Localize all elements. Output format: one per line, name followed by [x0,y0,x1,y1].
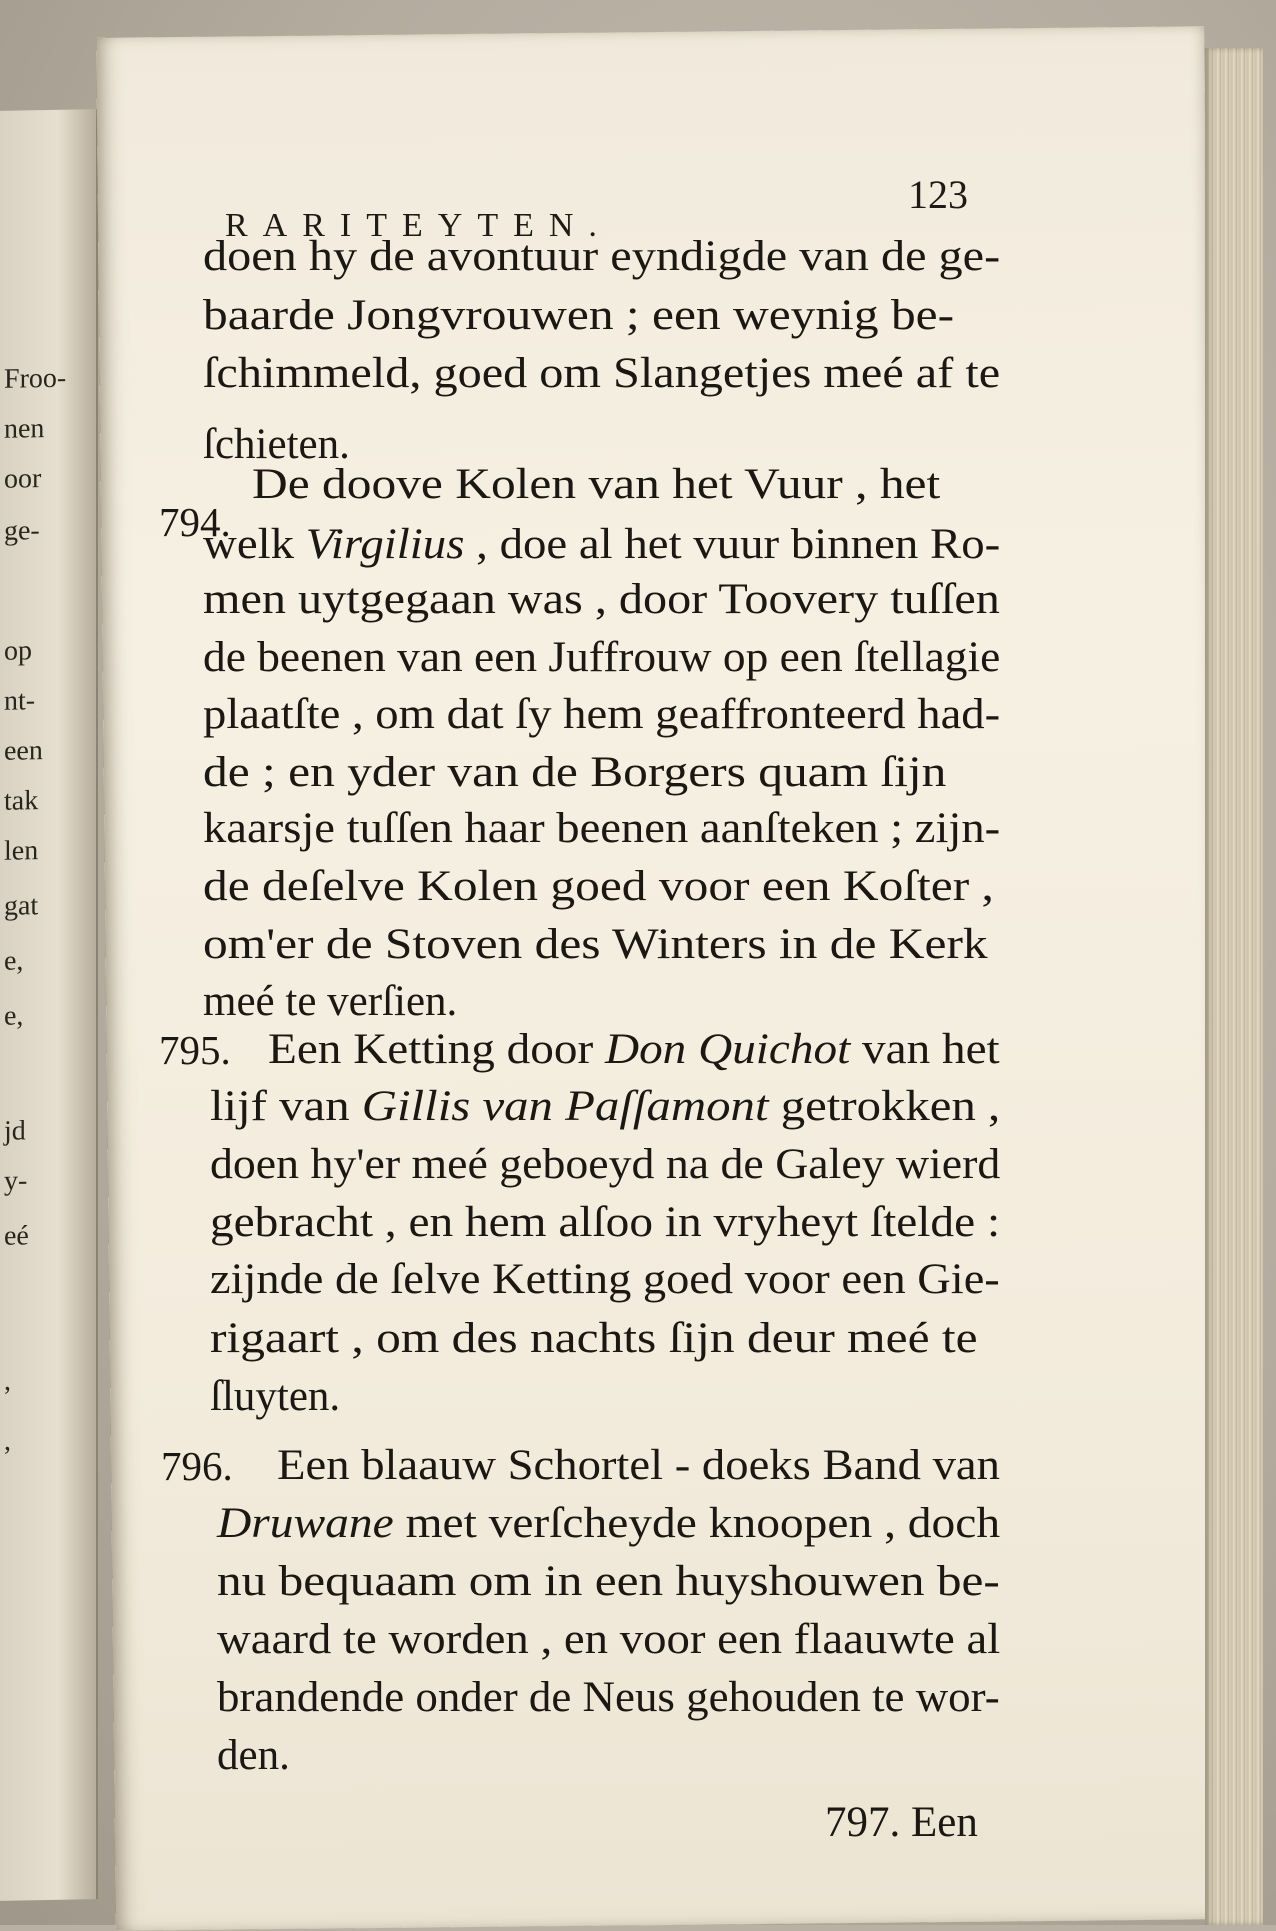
left-fragment: Froo- [4,362,67,395]
text-line: doen hy de avontuur eyndigde van de ge- [203,233,1001,280]
left-fragment: ge- [4,515,40,547]
text-line: nu bequaam om in een huyshouwen be- [217,1558,1000,1605]
left-fragment: e, [4,1000,24,1032]
text-line: meé te verſien. [203,978,458,1025]
text-line: baarde Jongvrouwen ; een weynig be- [203,292,955,339]
page-number: 123 [908,172,968,217]
left-fragment: oor [4,463,42,495]
text-line: den. [217,1732,290,1779]
running-head: RARITEYTEN. [225,207,612,244]
text-line: lijf van Gillis van Paſſamont getrokken , [210,1083,1001,1130]
text-line: de ; en yder van de Borgers quam ſijn [203,749,947,796]
text-line: de deſelve Kolen goed voor een Koſter , [203,863,994,910]
left-fragment: len [4,835,39,867]
left-fragment: een [4,735,43,767]
entry-number: 796. [161,1443,233,1489]
entry-number: 794. [159,499,231,545]
text-line: brandende onder de Neus gehouden te wor- [217,1674,1000,1721]
text-line: waard te worden , en voor een flaauwte al [217,1616,1001,1663]
text-line: Een Ketting door Don Quichot van het [268,1026,1000,1073]
left-fragment: jd [4,1115,26,1147]
left-fragment: tak [4,785,39,817]
left-fragment: , [4,1365,11,1397]
page-edges [1205,48,1263,1925]
text-line: kaarsje tuſſen haar beenen aanſteken ; zijn- [203,805,1001,852]
text-line: rigaart , om des nachts ſijn deur meé te [210,1315,978,1362]
text-line: ſluyten. [210,1373,341,1420]
text-line: plaatſte , om dat ſy hem geaffronteerd had- [203,691,1001,738]
text-line: Druwane met verſcheyde knoopen , doch [217,1500,1001,1547]
text-line: De doove Kolen van het Vuur , het [252,461,941,508]
text-line: gebracht , en hem alſoo in vryheyt ſtelde : [210,1199,1001,1246]
text-line: zijnde de ſelve Ketting goed voor een Gie- [210,1256,1000,1303]
text-line: de beenen van een Juffrouw op een ſtellagie [203,634,1001,681]
text-line: om'er de Stoven des Winters in de Kerk [203,921,988,968]
left-fragment: nt- [4,685,36,717]
left-fragment: eé [4,1220,29,1252]
text-line: ſchimmeld, goed om Slangetjes meé af te [203,350,1001,397]
catchword: 797. Een [825,1799,978,1846]
left-page [0,109,98,1901]
entry-number: 795. [159,1027,231,1073]
left-fragment: y- [4,1165,28,1197]
left-fragment: e, [4,945,24,977]
text-line: doen hy'er meé geboeyd na de Galey wierd [210,1141,1001,1188]
left-fragment: gat [4,890,39,922]
left-fragment: op [4,635,32,667]
text-line: Een blaauw Schortel - doeks Band van [277,1442,1000,1489]
text-line: men uytgegaan was , door Toovery tuſſen [203,576,1000,623]
left-fragment: nen [4,413,45,445]
left-fragment: , [4,1425,11,1457]
text-line: welk Virgilius , doe al het vuur binnen Ro- [203,521,1001,568]
text-line: ſchieten. [203,421,350,468]
